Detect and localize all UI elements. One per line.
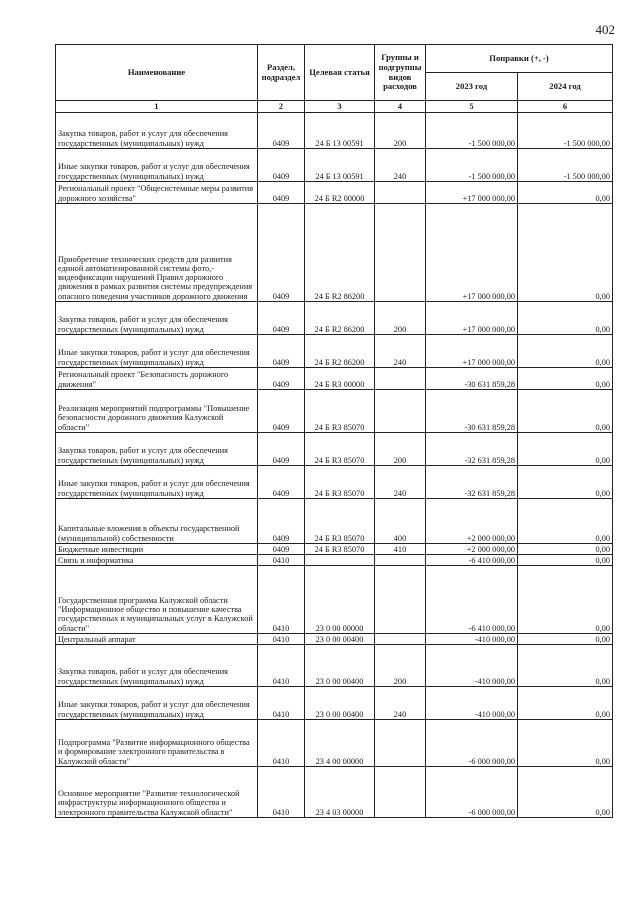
- cell-expense-group: 200: [375, 302, 426, 335]
- cell-amount-2023: -30 631 859,28: [426, 368, 518, 390]
- cell-amount-2023: +2 000 000,00: [426, 544, 518, 555]
- cell-name: Иные закупки товаров, работ и услуг для обеспечения государственных (муниципальных) нужд: [56, 687, 258, 720]
- cell-amount-2024: 0,00: [518, 544, 613, 555]
- cell-amount-2023: -6 000 000,00: [426, 720, 518, 767]
- cell-amount-2023: -6 410 000,00: [426, 555, 518, 566]
- cell-expense-group: [375, 720, 426, 767]
- cell-name: Закупка товаров, работ и услуг для обеспечения государственных (муниципальных) нужд: [56, 302, 258, 335]
- cell-target-article: 23 0 00 00400: [305, 634, 375, 645]
- cell-section: 0410: [258, 645, 305, 687]
- cell-amount-2024: -1 500 000,00: [518, 149, 613, 182]
- cell-amount-2024: 0,00: [518, 645, 613, 687]
- cell-target-article: 24 Б R3 85070: [305, 544, 375, 555]
- cell-expense-group: 400: [375, 499, 426, 544]
- cell-target-article: 23 0 00 00000: [305, 566, 375, 634]
- cell-target-article: 24 Б 13 00591: [305, 113, 375, 149]
- cell-section: 0409: [258, 302, 305, 335]
- cell-name: Капитальные вложения в объекты государственной (муниципальной) собственности: [56, 499, 258, 544]
- cell-amount-2023: +17 000 000,00: [426, 182, 518, 204]
- cell-amount-2024: -1 500 000,00: [518, 113, 613, 149]
- cell-expense-group: 240: [375, 687, 426, 720]
- cell-expense-group: 410: [375, 544, 426, 555]
- header-target: Целевая статья: [305, 45, 375, 101]
- table-row: [56, 182, 613, 204]
- header-year-2023: 2023 год: [426, 73, 518, 101]
- cell-target-article: 24 Б R3 85070: [305, 466, 375, 499]
- column-index: 6: [518, 101, 613, 113]
- cell-section: 0410: [258, 566, 305, 634]
- table-row: [56, 204, 613, 302]
- cell-expense-group: [375, 634, 426, 645]
- header-name: Наименование: [56, 45, 258, 101]
- cell-section: 0409: [258, 368, 305, 390]
- cell-amount-2024: 0,00: [518, 368, 613, 390]
- cell-section: 0409: [258, 113, 305, 149]
- table-row: [56, 544, 613, 555]
- cell-amount-2024: 0,00: [518, 433, 613, 466]
- cell-section: 0409: [258, 544, 305, 555]
- cell-amount-2024: 0,00: [518, 687, 613, 720]
- column-index: 1: [56, 101, 258, 113]
- cell-section: 0410: [258, 687, 305, 720]
- cell-name: Бюджетные инвестиции: [56, 544, 258, 555]
- cell-target-article: 24 Б R2 00000: [305, 182, 375, 204]
- cell-amount-2024: 0,00: [518, 499, 613, 544]
- cell-expense-group: [375, 390, 426, 433]
- column-index: 4: [375, 101, 426, 113]
- table-row: [56, 566, 613, 634]
- cell-name: Подпрограмма "Развитие информационного общества и формирование электронного правительства в Калужской области": [56, 720, 258, 767]
- table-row: [56, 466, 613, 499]
- table-row: [56, 767, 613, 818]
- cell-section: 0409: [258, 433, 305, 466]
- cell-name: Иные закупки товаров, работ и услуг для обеспечения государственных (муниципальных) нужд: [56, 335, 258, 368]
- column-index: 2: [258, 101, 305, 113]
- cell-expense-group: 200: [375, 645, 426, 687]
- cell-section: 0409: [258, 335, 305, 368]
- cell-amount-2024: 0,00: [518, 720, 613, 767]
- cell-name: Региональный проект "Общесистемные меры развития дорожного хозяйства": [56, 182, 258, 204]
- cell-name: Связь и информатика: [56, 555, 258, 566]
- cell-expense-group: [375, 368, 426, 390]
- column-index: 3: [305, 101, 375, 113]
- cell-amount-2023: -32 631 859,28: [426, 433, 518, 466]
- cell-section: 0410: [258, 634, 305, 645]
- cell-name: Государственная программа Калужской области "Информационное общество и повышение качества государственных и муниципальных услуг в Калужской области": [56, 566, 258, 634]
- cell-expense-group: [375, 566, 426, 634]
- cell-section: 0410: [258, 767, 305, 818]
- cell-expense-group: [375, 204, 426, 302]
- cell-name: Иные закупки товаров, работ и услуг для обеспечения государственных (муниципальных) нужд: [56, 466, 258, 499]
- cell-name: Основное мероприятие "Развитие технологической инфраструктуры информационного общества и электронного правительства Калужской области": [56, 767, 258, 818]
- cell-amount-2023: +17 000 000,00: [426, 335, 518, 368]
- cell-target-article: 24 Б R3 85070: [305, 390, 375, 433]
- cell-section: 0409: [258, 182, 305, 204]
- cell-target-article: 24 Б R3 85070: [305, 499, 375, 544]
- cell-target-article: 24 Б R2 86200: [305, 302, 375, 335]
- cell-target-article: 24 Б R2 86200: [305, 335, 375, 368]
- cell-expense-group: 200: [375, 433, 426, 466]
- cell-amount-2024: 0,00: [518, 182, 613, 204]
- table-row: [56, 499, 613, 544]
- header-section: Раздел, подраздел: [258, 45, 305, 101]
- cell-target-article: 23 0 00 00400: [305, 645, 375, 687]
- cell-amount-2023: -6 000 000,00: [426, 767, 518, 818]
- table-row: [56, 720, 613, 767]
- table-row: [56, 634, 613, 645]
- table-row: [56, 645, 613, 687]
- cell-amount-2024: 0,00: [518, 634, 613, 645]
- cell-name: Реализация мероприятий подпрограммы "Повышение безопасности дорожного движения Калужской области": [56, 390, 258, 433]
- cell-amount-2023: +2 000 000,00: [426, 499, 518, 544]
- cell-amount-2023: -32 631 859,28: [426, 466, 518, 499]
- cell-amount-2023: -410 000,00: [426, 687, 518, 720]
- page-number: 402: [595, 22, 615, 37]
- cell-expense-group: 240: [375, 335, 426, 368]
- header-groups: Группы и подгруппы видов расходов: [375, 45, 426, 101]
- cell-amount-2023: -6 410 000,00: [426, 566, 518, 634]
- cell-target-article: 23 4 03 00000: [305, 767, 375, 818]
- table-row: [56, 687, 613, 720]
- cell-section: 0410: [258, 720, 305, 767]
- cell-amount-2023: -410 000,00: [426, 634, 518, 645]
- cell-amount-2024: 0,00: [518, 204, 613, 302]
- table-row: [56, 433, 613, 466]
- cell-expense-group: 240: [375, 466, 426, 499]
- cell-target-article: 24 Б 13 00591: [305, 149, 375, 182]
- cell-name: Иные закупки товаров, работ и услуг для обеспечения государственных (муниципальных) нужд: [56, 149, 258, 182]
- column-index: 5: [426, 101, 518, 113]
- cell-name: Центральный аппарат: [56, 634, 258, 645]
- cell-section: 0409: [258, 466, 305, 499]
- cell-name: Закупка товаров, работ и услуг для обеспечения государственных (муниципальных) нужд: [56, 433, 258, 466]
- cell-section: 0409: [258, 149, 305, 182]
- cell-amount-2023: -30 631 859,28: [426, 390, 518, 433]
- cell-expense-group: 200: [375, 113, 426, 149]
- cell-target-article: 24 Б R3 00000: [305, 368, 375, 390]
- cell-amount-2023: -1 500 000,00: [426, 149, 518, 182]
- cell-target-article: 24 Б R3 85070: [305, 433, 375, 466]
- cell-amount-2024: 0,00: [518, 335, 613, 368]
- cell-amount-2024: 0,00: [518, 767, 613, 818]
- cell-amount-2023: +17 000 000,00: [426, 204, 518, 302]
- header-amendments: Поправки (+, -): [426, 45, 613, 73]
- cell-amount-2024: 0,00: [518, 302, 613, 335]
- table-row: [56, 555, 613, 566]
- cell-expense-group: [375, 555, 426, 566]
- cell-expense-group: [375, 767, 426, 818]
- table-row: [56, 113, 613, 149]
- cell-name: Закупка товаров, работ и услуг для обеспечения государственных (муниципальных) нужд: [56, 645, 258, 687]
- table-row: [56, 335, 613, 368]
- table-row: [56, 368, 613, 390]
- cell-section: 0409: [258, 390, 305, 433]
- cell-expense-group: 240: [375, 149, 426, 182]
- cell-name: Приобретение технических средств для развития единой автоматизированной системы фото,-видеофиксации нарушений Правил дорожного движения в рамках развития системы предупреждения опасного поведения участников дорожного движения: [56, 204, 258, 302]
- cell-target-article: 23 0 00 00400: [305, 687, 375, 720]
- cell-amount-2024: 0,00: [518, 390, 613, 433]
- cell-amount-2023: -1 500 000,00: [426, 113, 518, 149]
- cell-amount-2023: -410 000,00: [426, 645, 518, 687]
- cell-amount-2024: 0,00: [518, 555, 613, 566]
- cell-section: 0410: [258, 555, 305, 566]
- cell-amount-2024: 0,00: [518, 466, 613, 499]
- header-year-2024: 2024 год: [518, 73, 613, 101]
- table-row: [56, 302, 613, 335]
- cell-amount-2024: 0,00: [518, 566, 613, 634]
- cell-target-article: [305, 555, 375, 566]
- cell-expense-group: [375, 182, 426, 204]
- budget-amendments-table: [55, 44, 613, 818]
- table-row: [56, 390, 613, 433]
- cell-name: Региональный проект "Безопасность дорожного движения": [56, 368, 258, 390]
- cell-section: 0409: [258, 204, 305, 302]
- table-row: [56, 149, 613, 182]
- cell-section: 0409: [258, 499, 305, 544]
- cell-amount-2023: +17 000 000,00: [426, 302, 518, 335]
- cell-name: Закупка товаров, работ и услуг для обеспечения государственных (муниципальных) нужд: [56, 113, 258, 149]
- cell-target-article: 24 Б R2 86200: [305, 204, 375, 302]
- cell-target-article: 23 4 00 00000: [305, 720, 375, 767]
